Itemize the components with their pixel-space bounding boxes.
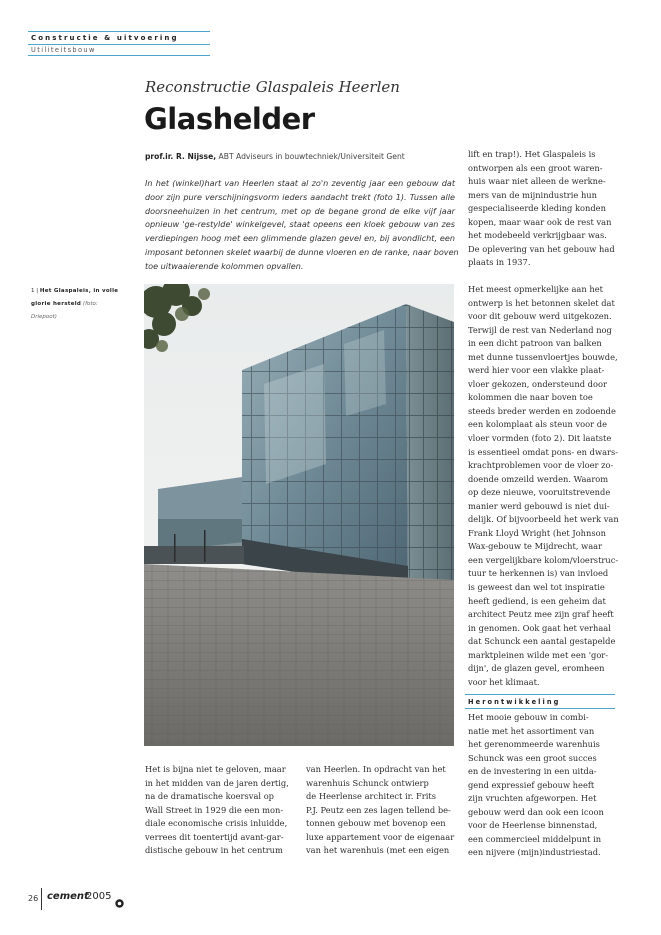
text-line: plaats in 1937. (468, 257, 531, 268)
magazine-year: 2005 (86, 891, 112, 902)
header-bottom-rule (28, 55, 210, 56)
text-line: voor dit gebouw werd uitgekozen. (468, 311, 612, 322)
text-line: vloer vormden (foto 2). Dit laatste (468, 433, 612, 444)
text-line: Het meest opmerkelijke aan het (468, 284, 603, 294)
section-title: Constructie & uitvoering (31, 34, 179, 42)
text-line: natie met het assortiment van (468, 725, 595, 736)
intro-line: In het (winkel)hart van Heerlen staat al zo'n zeventig jaar een gebouw dat (145, 178, 455, 188)
text-line: voor het klimaat. (468, 676, 540, 687)
text-line: tonnen gebouw met bovenop een (306, 818, 446, 829)
text-line: manier werd gebouwd is niet dui- (468, 500, 610, 511)
header-top-rule (28, 31, 210, 32)
intro-paragraph (145, 177, 459, 274)
text-line: warenhuis Schunck ontwierp (306, 777, 429, 788)
article-kicker: Reconstructie Glaspaleis Heerlen (145, 78, 400, 96)
figure-caption: 1 | Het Glaspaleis, in volle glorie hersteld (foto: Driepoot) (31, 288, 119, 320)
text-line: verrees dit toentertijd avant-gar- (145, 831, 284, 842)
text-line: het gerenommeerde warenhuis (468, 739, 600, 750)
intro-line: opnieuw 'ge-restylde' winkelgevel, staat opeens een kloek gebouw van zes (145, 219, 455, 230)
caption-bold-1: Het Glaspaleis, in volle (39, 288, 119, 294)
text-line: architect Peutz mee zijn graf heeft (468, 609, 614, 620)
text-line: delijk. Of bijvoorbeeld het werk van (468, 514, 619, 525)
text-line: met dunne tussenvloertjes bouwde, (468, 351, 618, 362)
intro-line: door zijn pure verschijningsvorm ieders aandacht trekt (foto 1). Tussen alle (145, 191, 455, 202)
column-3-text-c (468, 711, 604, 860)
text-line: op deze nieuwe, vooruitstrevende (468, 487, 611, 498)
text-line: Terwijl de rest van Nederland nog (468, 324, 612, 335)
text-line: distische gebouw in het centrum (145, 845, 283, 856)
footer-divider (41, 888, 42, 910)
subhead-top-rule (465, 694, 615, 695)
text-line: luxe appartement voor de eigenaar (306, 831, 455, 842)
caption-credit-1: (foto: (82, 301, 98, 307)
glaspaleis-photo (144, 284, 454, 746)
text-line: ontwerp is het betonnen skelet dat (468, 297, 615, 308)
text-line: dijn', de glazen gevel, eromheen (468, 663, 605, 674)
text-line: in het midden van de jaren dertig, (145, 777, 289, 788)
text-line: een commercieel middelpunt in (468, 833, 602, 844)
text-line: krachtproblemen voor de vloer zo- (468, 460, 614, 471)
text-line: Wax-gebouw te Mijdrecht, waar (468, 541, 603, 552)
column-2-text (306, 763, 454, 858)
text-line: tuur te herkennen is) van invloed (468, 568, 609, 579)
text-line: gend expressief gebouw heeft (468, 779, 595, 790)
text-line: een kolomplaat als steun voor de (468, 419, 607, 430)
text-line: gespecialiseerde kleding konden (468, 203, 606, 214)
header-mid-rule (28, 44, 210, 45)
text-line: een vergelijkbare kolom/vloerstruc- (468, 554, 619, 565)
text-line: de Heerlense architect ir. Frits (306, 791, 436, 802)
magazine-logo-icon (115, 893, 124, 902)
magazine-name: cement (47, 891, 89, 902)
text-line: mers van de mijnindustrie hun (468, 189, 597, 200)
text-line: Frank Lloyd Wright (het Johnson (468, 527, 606, 538)
text-line: werd hier voor een vlakke plaat- (468, 365, 605, 376)
text-line: Het is bijna niet te geloven, maar (145, 764, 286, 774)
column-3-text-a (468, 148, 615, 270)
byline-author: prof.ir. R. Nijsse, (145, 152, 217, 161)
intro-line: verdiepingen hoog met een glimmende glazen gevel en, bij avondlicht, een (145, 233, 455, 244)
text-line: kopen, maar waar ook de rest van (468, 216, 612, 227)
text-line: ontworpen als een groot waren- (468, 162, 603, 173)
text-line: diale economische crisis inluidde, (145, 818, 288, 829)
column-1-text (145, 763, 289, 858)
article-title: Glashelder (144, 102, 315, 136)
text-line: het modebeeld verkrijgbaar was. (468, 230, 607, 241)
text-line: Het mooie gebouw in combi- (468, 712, 589, 722)
caption-credit-2: Driepoot) (31, 314, 57, 320)
caption-bold-2: glorie hersteld (31, 301, 82, 307)
text-line: Schunck was een groot succes (468, 752, 597, 763)
text-line: van Heerlen. In opdracht van het (306, 764, 446, 774)
text-line: van het warenhuis (met een eigen (306, 845, 450, 856)
text-line: heeft gediend, is een geheim dat (468, 595, 606, 606)
text-line: dat Schunck een aantal gestapelde (468, 636, 616, 647)
figure-number: 1 (31, 288, 35, 294)
text-line: steeds breder werden en zodoende (468, 405, 616, 416)
text-line: na de dramatische koersval op (145, 791, 274, 802)
text-line: voor de Heerlense binnenstad, (468, 820, 598, 831)
text-line: huis waar niet alleen de werkne- (468, 176, 606, 187)
byline-affiliation: ABT Adviseurs in bouwtechniek/Universiteit Gent (218, 152, 405, 161)
text-line: in genomen. Ook gaat het verhaal (468, 622, 611, 633)
text-line: kolommen die naar boven toe (468, 392, 593, 403)
text-line: en de investering in een uitda- (468, 766, 597, 777)
text-line: is geweest dan wel tot inspiratie (468, 582, 605, 593)
text-line: P.J. Peutz een zes lagen tellend be- (306, 804, 451, 815)
text-line: marktpleinen wilde met een 'gor- (468, 649, 609, 660)
section-subtitle: Utiliteitsbouw (31, 46, 96, 54)
byline (145, 152, 405, 161)
intro-line: imposant betonnen skelet waarbij de dunne vloeren en de ranke, naar boven (145, 246, 459, 257)
text-line: zijn vruchten afgeworpen. Het (468, 793, 597, 804)
subhead-bottom-rule (465, 708, 615, 709)
text-line: is essentieel omdat pons- en dwars- (468, 446, 619, 457)
text-line: doende omzeild werden. Waarom (468, 473, 609, 484)
page-number: 26 (28, 894, 39, 903)
text-line: in een dicht patroon van balken (468, 338, 602, 349)
intro-line: doorsneehuizen in het centrum, met op de begane grond de elke vijf jaar (145, 205, 455, 216)
text-line: een nijvere (mijn)industriestad. (468, 847, 601, 858)
intro-line: toe uitwaaierende kolommen opvallen. (145, 260, 304, 271)
text-line: vloer gekozen, ondersteund door (468, 378, 607, 389)
subhead-herontwikkeling: Herontwikkeling (468, 698, 561, 706)
text-line: lift en trap!). Het Glaspaleis is (468, 149, 596, 159)
text-line: De oplevering van het gebouw had (468, 243, 615, 254)
text-line: Wall Street in 1929 die een mon- (145, 804, 284, 815)
text-line: gebouw werd dan ook een icoon (468, 806, 604, 817)
column-3-text-b (468, 283, 619, 689)
